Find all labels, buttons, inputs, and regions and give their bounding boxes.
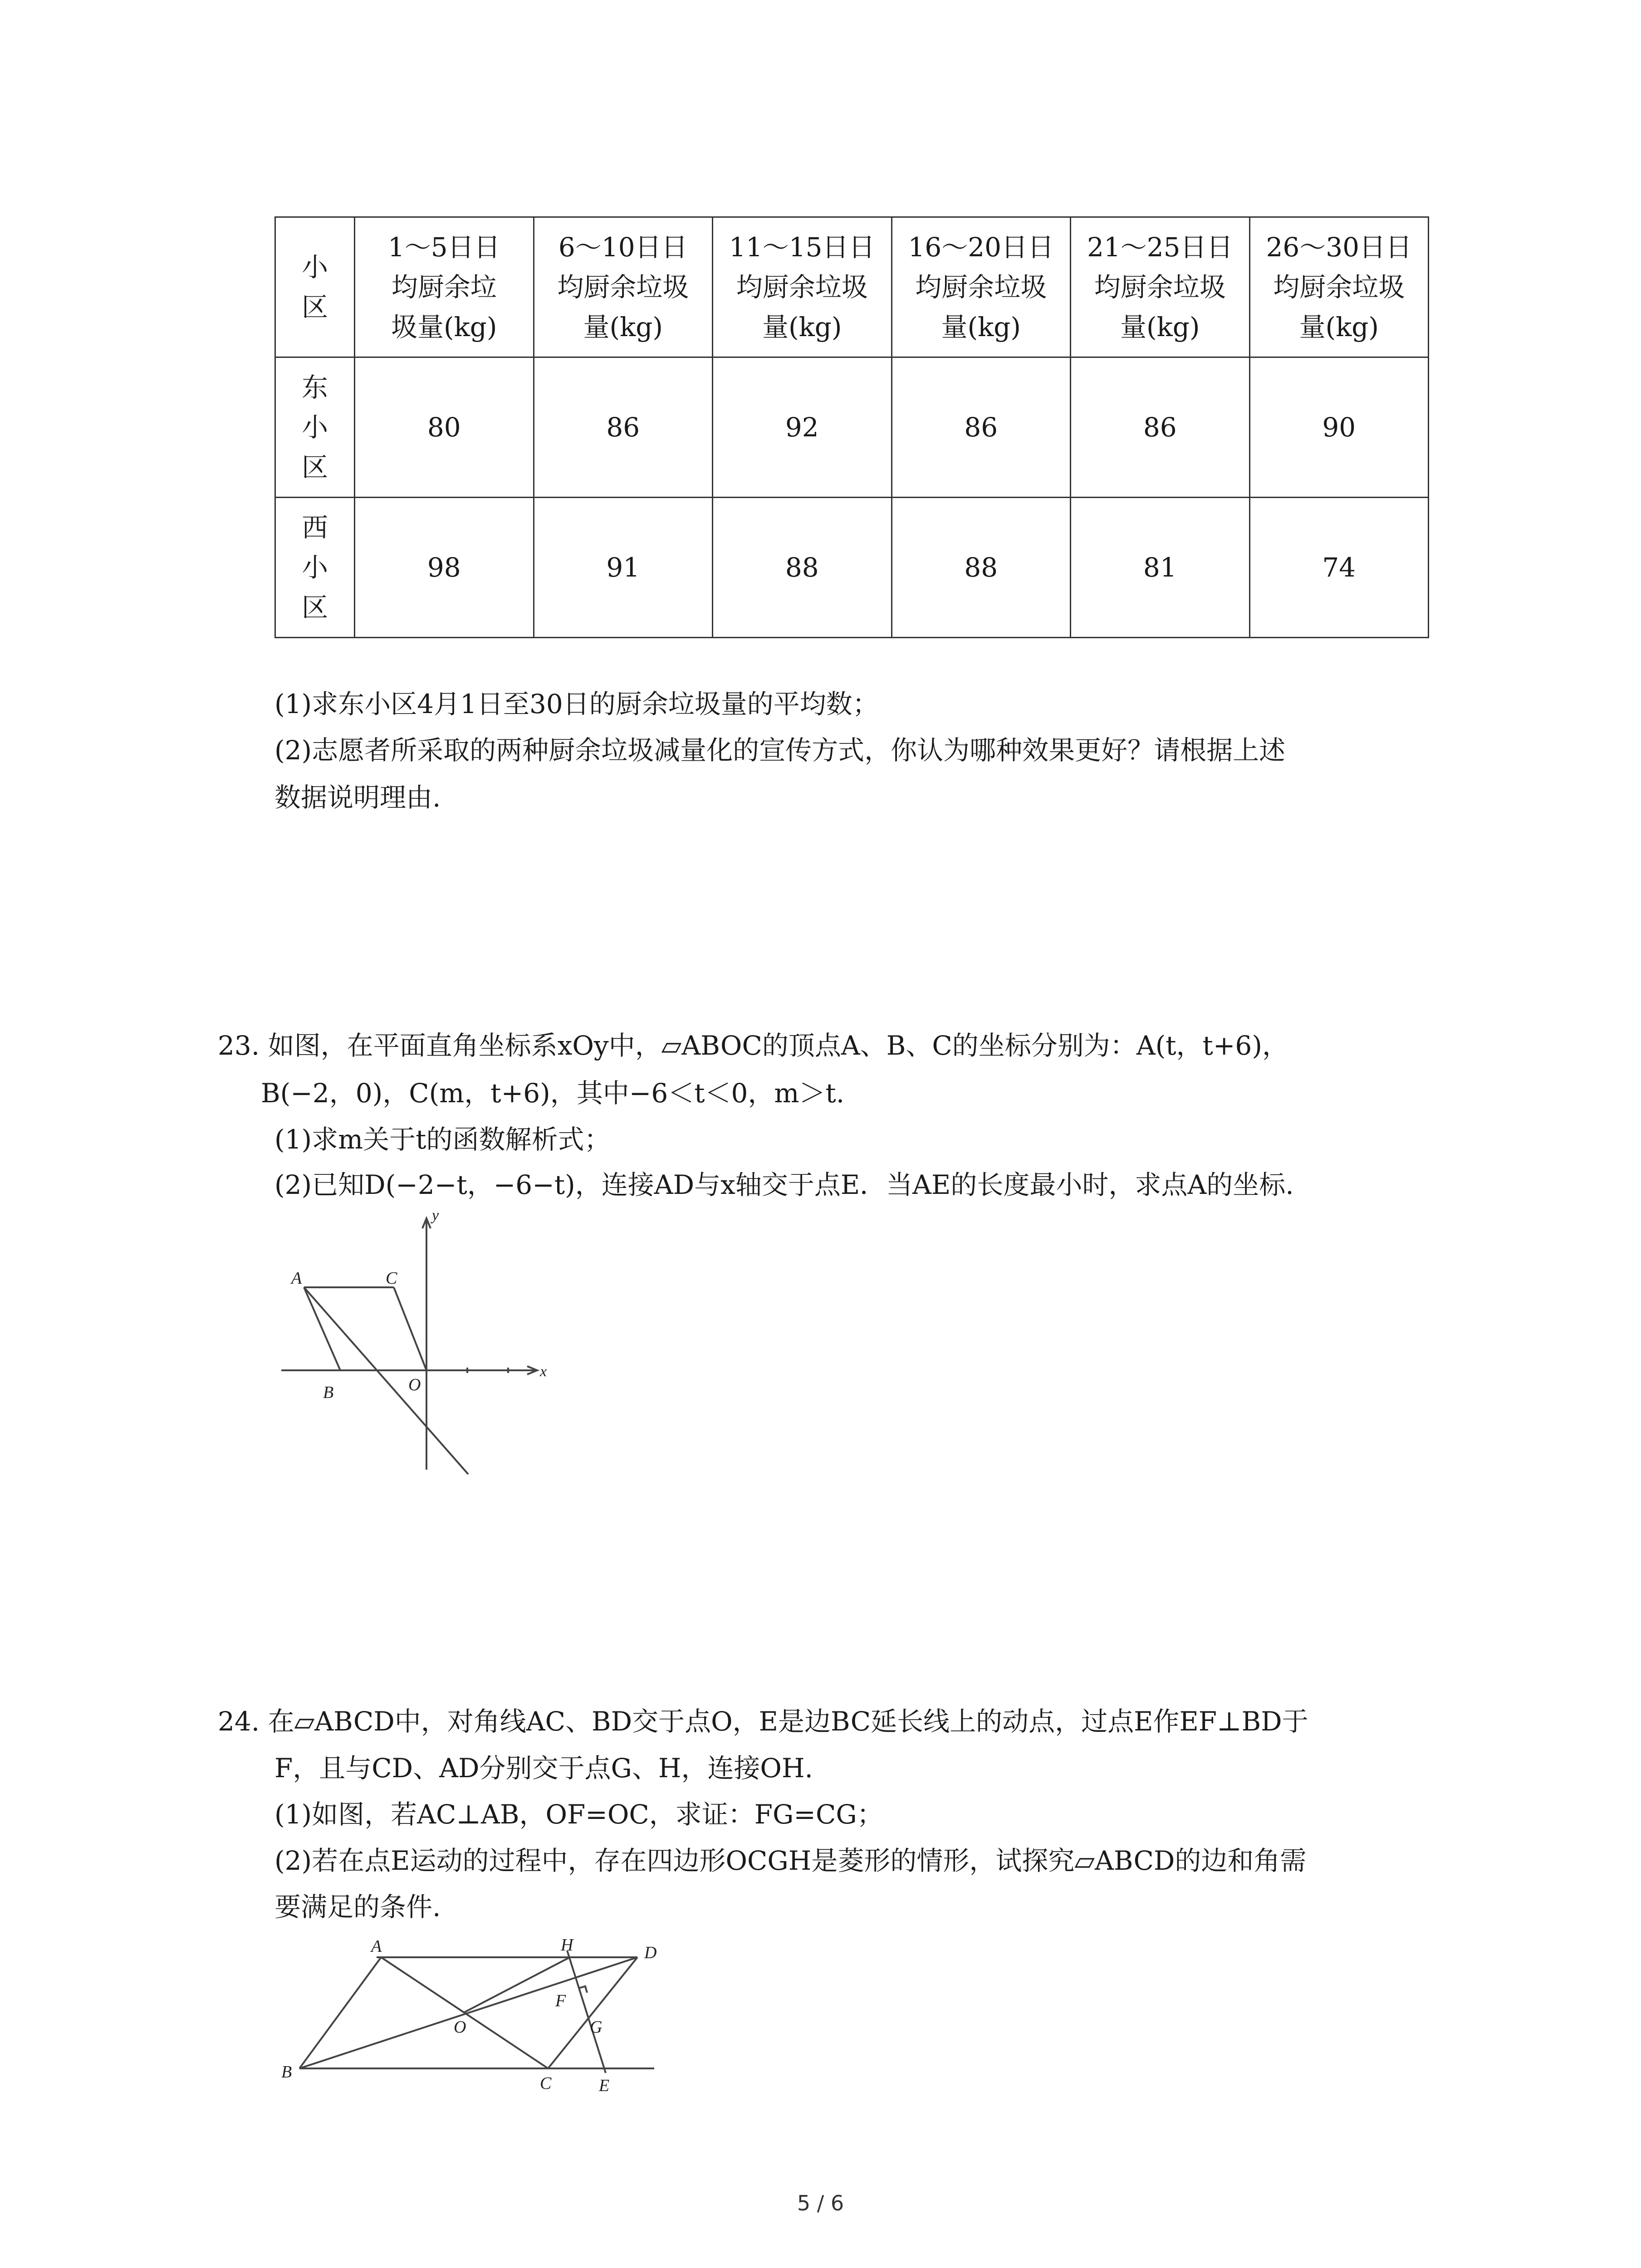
label-A: A: [291, 1269, 302, 1288]
header-cell: 26～30日日 均厨余垃圾 量(kg): [1249, 217, 1429, 357]
q24-part2-line1: (2)若在点E运动的过程中，存在四边形OCGH是菱形的情形，试探究▱ABCD的边和角需: [274, 1845, 1307, 1876]
q23-part1: (1)求m关于t的函数解析式；: [274, 1124, 611, 1155]
label-O: O: [408, 1375, 421, 1394]
table-cell: 81: [1071, 498, 1250, 638]
q24-part2-line2: 要满足的条件.: [274, 1892, 441, 1922]
label-C: C: [386, 1269, 397, 1288]
table-cell: 91: [534, 498, 713, 638]
table-cell: 74: [1249, 498, 1429, 638]
table-cell: 86: [892, 357, 1071, 498]
label-B: B: [323, 1383, 334, 1402]
q23-part2: (2)已知D(−2−t，−6−t)，连接AD与x轴交于点E．当AE的长度最小时，求点A的坐标.: [274, 1169, 1294, 1200]
line-AD: [304, 1287, 468, 1474]
q22-part2-line1: (2)志愿者所采取的两种厨余垃圾减量化的宣传方式，你认为哪种效果更好？请根据上述: [274, 735, 1286, 766]
label-B: B: [281, 2063, 292, 2082]
table-cell: 88: [892, 498, 1071, 638]
header-cell: 1～5日日 均厨余垃 圾量(kg): [355, 217, 534, 357]
header-cell: 11～15日日 均厨余垃圾 量(kg): [713, 217, 892, 357]
label-H: H: [561, 1936, 573, 1955]
label-A: A: [371, 1937, 382, 1956]
row-label-east: 东 小 区: [275, 357, 355, 498]
table-cell: 88: [713, 498, 892, 638]
q23-stem-line2: B(−2，0)，C(m，t+6)，其中−6＜t＜0，m＞t.: [261, 1078, 845, 1109]
table-row-west: [275, 498, 1429, 638]
q22-part1: (1)求东小区4月1日至30日的厨余垃圾量的平均数；: [274, 689, 879, 719]
segment-CD: [548, 1957, 637, 2068]
header-cell: 21～25日日 均厨余垃圾 量(kg): [1071, 217, 1250, 357]
table-cell: 98: [355, 498, 534, 638]
table-cell: 86: [534, 357, 713, 498]
table-header-row: [275, 217, 1429, 357]
header-cell: 16～20日日 均厨余垃圾 量(kg): [892, 217, 1071, 357]
q24-figure: [272, 1930, 690, 2121]
table-row-east: [275, 357, 1429, 498]
q24-stem-line2: F，且与CD、AD分别交于点G、H，连接OH.: [274, 1753, 813, 1784]
segment-CO: [394, 1287, 426, 1370]
header-cell: 6～10日日 均厨余垃圾 量(kg): [534, 217, 713, 357]
label-y: y: [432, 1207, 439, 1224]
table-cell: 92: [713, 357, 892, 498]
label-G: G: [590, 2018, 603, 2037]
label-O: O: [454, 2018, 466, 2037]
table-cell: 86: [1071, 357, 1250, 498]
garbage-table: [274, 216, 1429, 638]
segment-AB: [299, 1957, 381, 2068]
label-C: C: [540, 2074, 552, 2093]
label-D: D: [644, 1943, 657, 1962]
q24-part1: (1)如图，若AC⊥AB，OF=OC，求证：FG=CG；: [274, 1799, 883, 1830]
row-label-west: 西 小 区: [275, 498, 355, 638]
q24-stem-line1: 24. 在▱ABCD中，对角线AC、BD交于点O，E是边BC延长线上的动点，过点E作EF⊥BD于: [218, 1706, 1308, 1737]
segment-AB: [304, 1287, 340, 1370]
q23-stem-line1: 23. 如图，在平面直角坐标系xOy中，▱ABOC的顶点A、B、C的坐标分别为：A(t，t+6)，: [218, 1030, 1288, 1061]
label-x: x: [540, 1363, 547, 1380]
q23-figure: [272, 1207, 563, 1488]
page-number: 5 / 6: [797, 2191, 844, 2215]
table-cell: 80: [355, 357, 534, 498]
label-F: F: [555, 1991, 566, 2010]
header-cell-community: 小 区: [275, 217, 355, 357]
q22-part2-line2: 数据说明理由.: [274, 782, 441, 813]
label-E: E: [599, 2076, 610, 2095]
table-cell: 90: [1249, 357, 1429, 498]
